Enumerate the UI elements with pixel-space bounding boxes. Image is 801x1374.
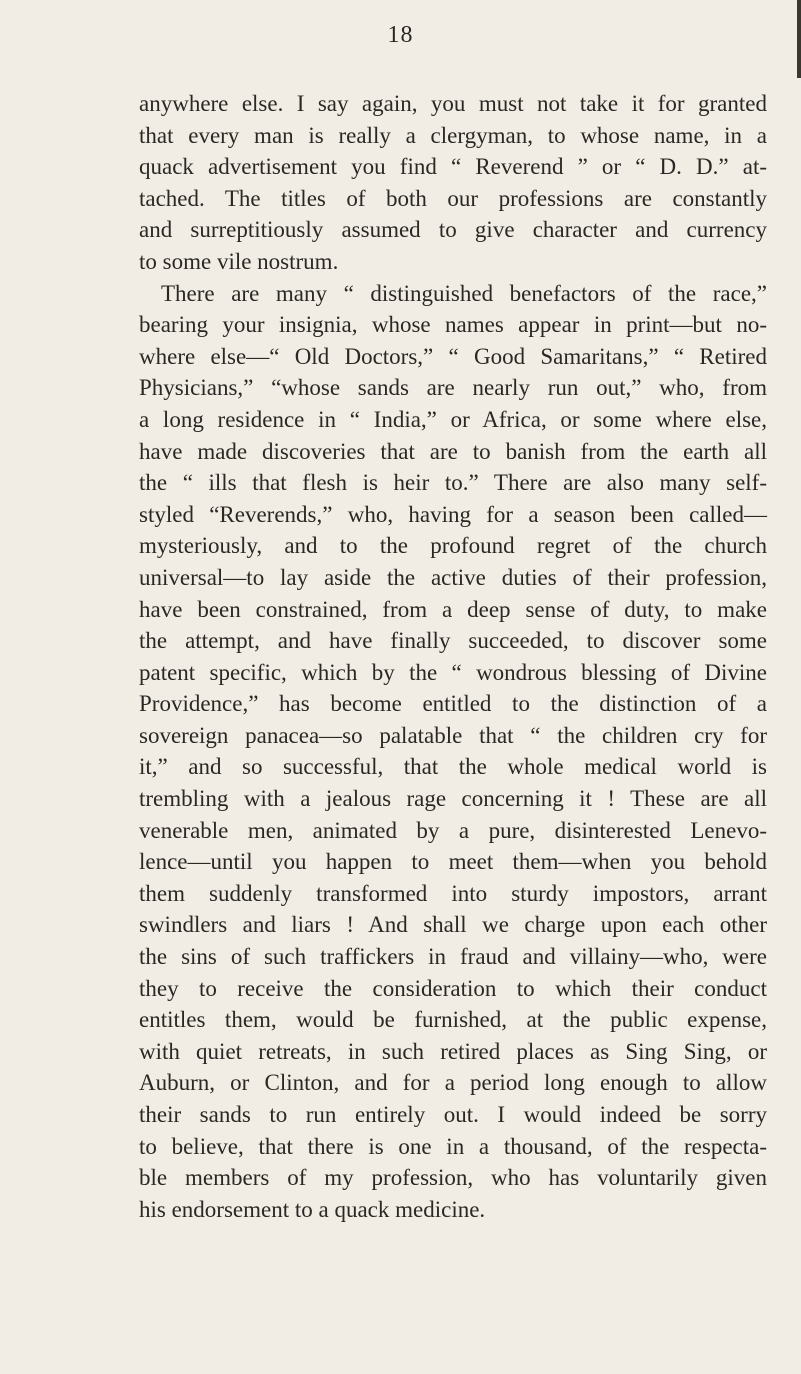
text-line: the “ ills that flesh is heir to.” There are also many self- <box>139 470 767 496</box>
text-line: their sands to run entirely out. I would indeed be sorry <box>139 1102 767 1127</box>
text-line: anywhere else. I say again, you must not take it for granted <box>139 91 767 116</box>
text-line: it,” and so successful, that the whole medical world is <box>139 754 767 780</box>
body-text <box>139 88 767 1225</box>
text-line: ble members of my profession, who has voluntarily given <box>139 1165 767 1191</box>
text-line: patent specific, which by the “ wondrous blessing of Divine <box>139 659 767 685</box>
text-line: they to receive the consideration to which their conduct <box>139 975 767 1001</box>
text-line: tached. The titles of both our professions are constantly <box>139 185 767 211</box>
text-line: them suddenly transformed into sturdy impostors, arrant <box>139 880 767 906</box>
text-line: Auburn, or Clinton, and for a period long enough to allow <box>139 1070 767 1096</box>
text-line: a long residence in “ India,” or Africa, or some where else, <box>139 406 767 432</box>
text-line: universal—to lay aside the active duties of their profession, <box>139 564 767 590</box>
text-line: There are many “ distinguished benefactors of the race,” <box>161 280 767 306</box>
text-line: trembling with a jealous rage concerning it ! These are all <box>139 786 767 812</box>
text-line: with quiet retreats, in such retired places as Sing Sing, or <box>139 1038 767 1064</box>
text-line: bearing your insignia, whose names appear in print—but no- <box>139 312 767 338</box>
text-line: the sins of such traffickers in fraud and villainy—who, were <box>139 944 767 970</box>
text-line: the attempt, and have finally succeeded, to discover some <box>139 628 767 654</box>
text-line: have been constrained, from a deep sense of duty, to make <box>139 596 767 622</box>
text-line: to some vile nostrum. <box>139 248 339 274</box>
text-line: entitles them, would be furnished, at the public expense, <box>139 1007 767 1033</box>
text-line: that every man is really a clergyman, to whose name, in a <box>139 122 767 148</box>
text-line: swindlers and liars ! And shall we charge upon each other <box>139 912 767 938</box>
text-line: have made discoveries that are to banish from the earth all <box>139 438 767 464</box>
text-line: his endorsement to a quack medicine. <box>139 1196 486 1222</box>
text-line: mysteriously, and to the profound regret of the church <box>139 533 767 559</box>
text-line: and surreptitiously assumed to give character and currency <box>139 217 767 243</box>
page-number: 18 <box>387 22 414 48</box>
text-line: quack advertisement you find “ Reverend ” or “ D. D.” at- <box>139 154 767 180</box>
text-line: venerable men, animated by a pure, disinterested Lenevo- <box>139 817 767 843</box>
text-line: sovereign panacea—so palatable that “ the children cry for <box>139 722 767 748</box>
text-line: lence—until you happen to meet them—when you behold <box>139 849 767 875</box>
text-line: styled “Reverends,” who, having for a season been called— <box>139 501 767 527</box>
text-line: Providence,” has become entitled to the distinction of a <box>139 691 767 717</box>
text-line: where else—“ Old Doctors,” “ Good Samaritans,” “ Retired <box>139 343 767 369</box>
text-line: to believe, that there is one in a thousand, of the respecta- <box>139 1133 767 1159</box>
text-line: Physicians,” “whose sands are nearly run out,” who, from <box>139 375 767 401</box>
